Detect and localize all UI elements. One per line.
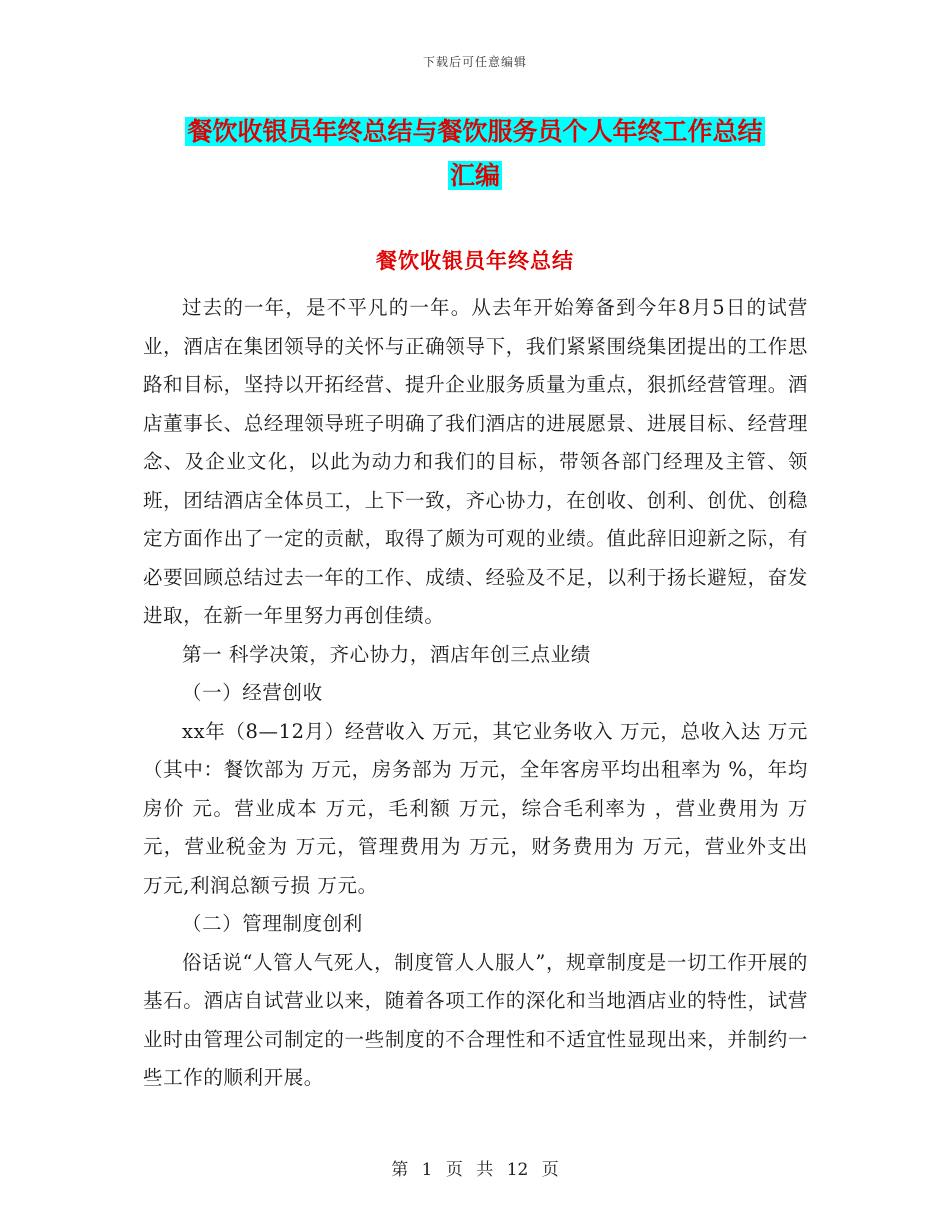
subheading-operating-revenue: （一）经营创收 — [182, 681, 323, 704]
document-title-line-2: 汇编 — [449, 161, 500, 190]
paragraph-intro: 过去的一年，是不平凡的一年。从去年开始筹备到今年8月5日的试营业，酒店在集团领导的关怀与正确领导下，我们紧紧围绕集团提出的工作思路和目标，坚持以开拓经营、提升企业服务质量为重点，狠抓经营管理。酒店董事长、总经理领导班子明确了我们酒店的进展愿景、进展目标、经营理念、及企业文化，以此为动力和我们的目标，带领各部门经理及主管、领班，团结酒店全体员工，上下一致，齐心协力，在创收、创利、创优、创稳定方面作出了一定的贡献，取得了颇为可观的业绩。值此辞旧迎新之际，有必要回顾总结过去一年的工作、成绩、经验及不足，以利于扬长避短，奋发进取，在新一年里努力再创佳绩。 — [143, 296, 808, 627]
page-number-footer: 第 1 页 共 12 页 — [391, 1160, 559, 1180]
section-title: 餐饮收银员年终总结 — [376, 249, 574, 273]
paragraph-management-system: 俗话说“人管人气死人，制度管人人服人”，规章制度是一切工作开展的基石。酒店自试营业以来，随着各项工作的深化和当地酒店业的特性，试营业时由管理公司制定的一些制度的不合理性和不适宜性显现出来，并制约一些工作的顺利开展。 — [143, 950, 808, 1089]
header-note: 下载后可任意编辑 — [422, 55, 527, 69]
paragraph-revenue-figures: xx年（8—12月）经营收入 万元，其它业务收入 万元，总收入达 万元（其中：餐饮部为 万元，房务部为 万元，全年客房平均出租率为 %，年均房价 元。营业成本 万元，毛利额 万元，综合毛利率为 ，营业费用为 万元，营业税金为 万元，管理费用为 万元，财务费用为 万元，营业外支出 万元,利润总额亏损 万元。 — [143, 719, 808, 897]
heading-part-one: 第一 科学决策，齐心协力，酒店年创三点业绩 — [182, 642, 591, 666]
document-title-line-1: 餐饮收银员年终总结与餐饮服务员个人年终工作总结 — [187, 117, 763, 146]
document-body — [143, 289, 808, 1098]
subheading-management-system: （二）管理制度创利 — [182, 912, 363, 935]
document-title — [0, 110, 950, 198]
